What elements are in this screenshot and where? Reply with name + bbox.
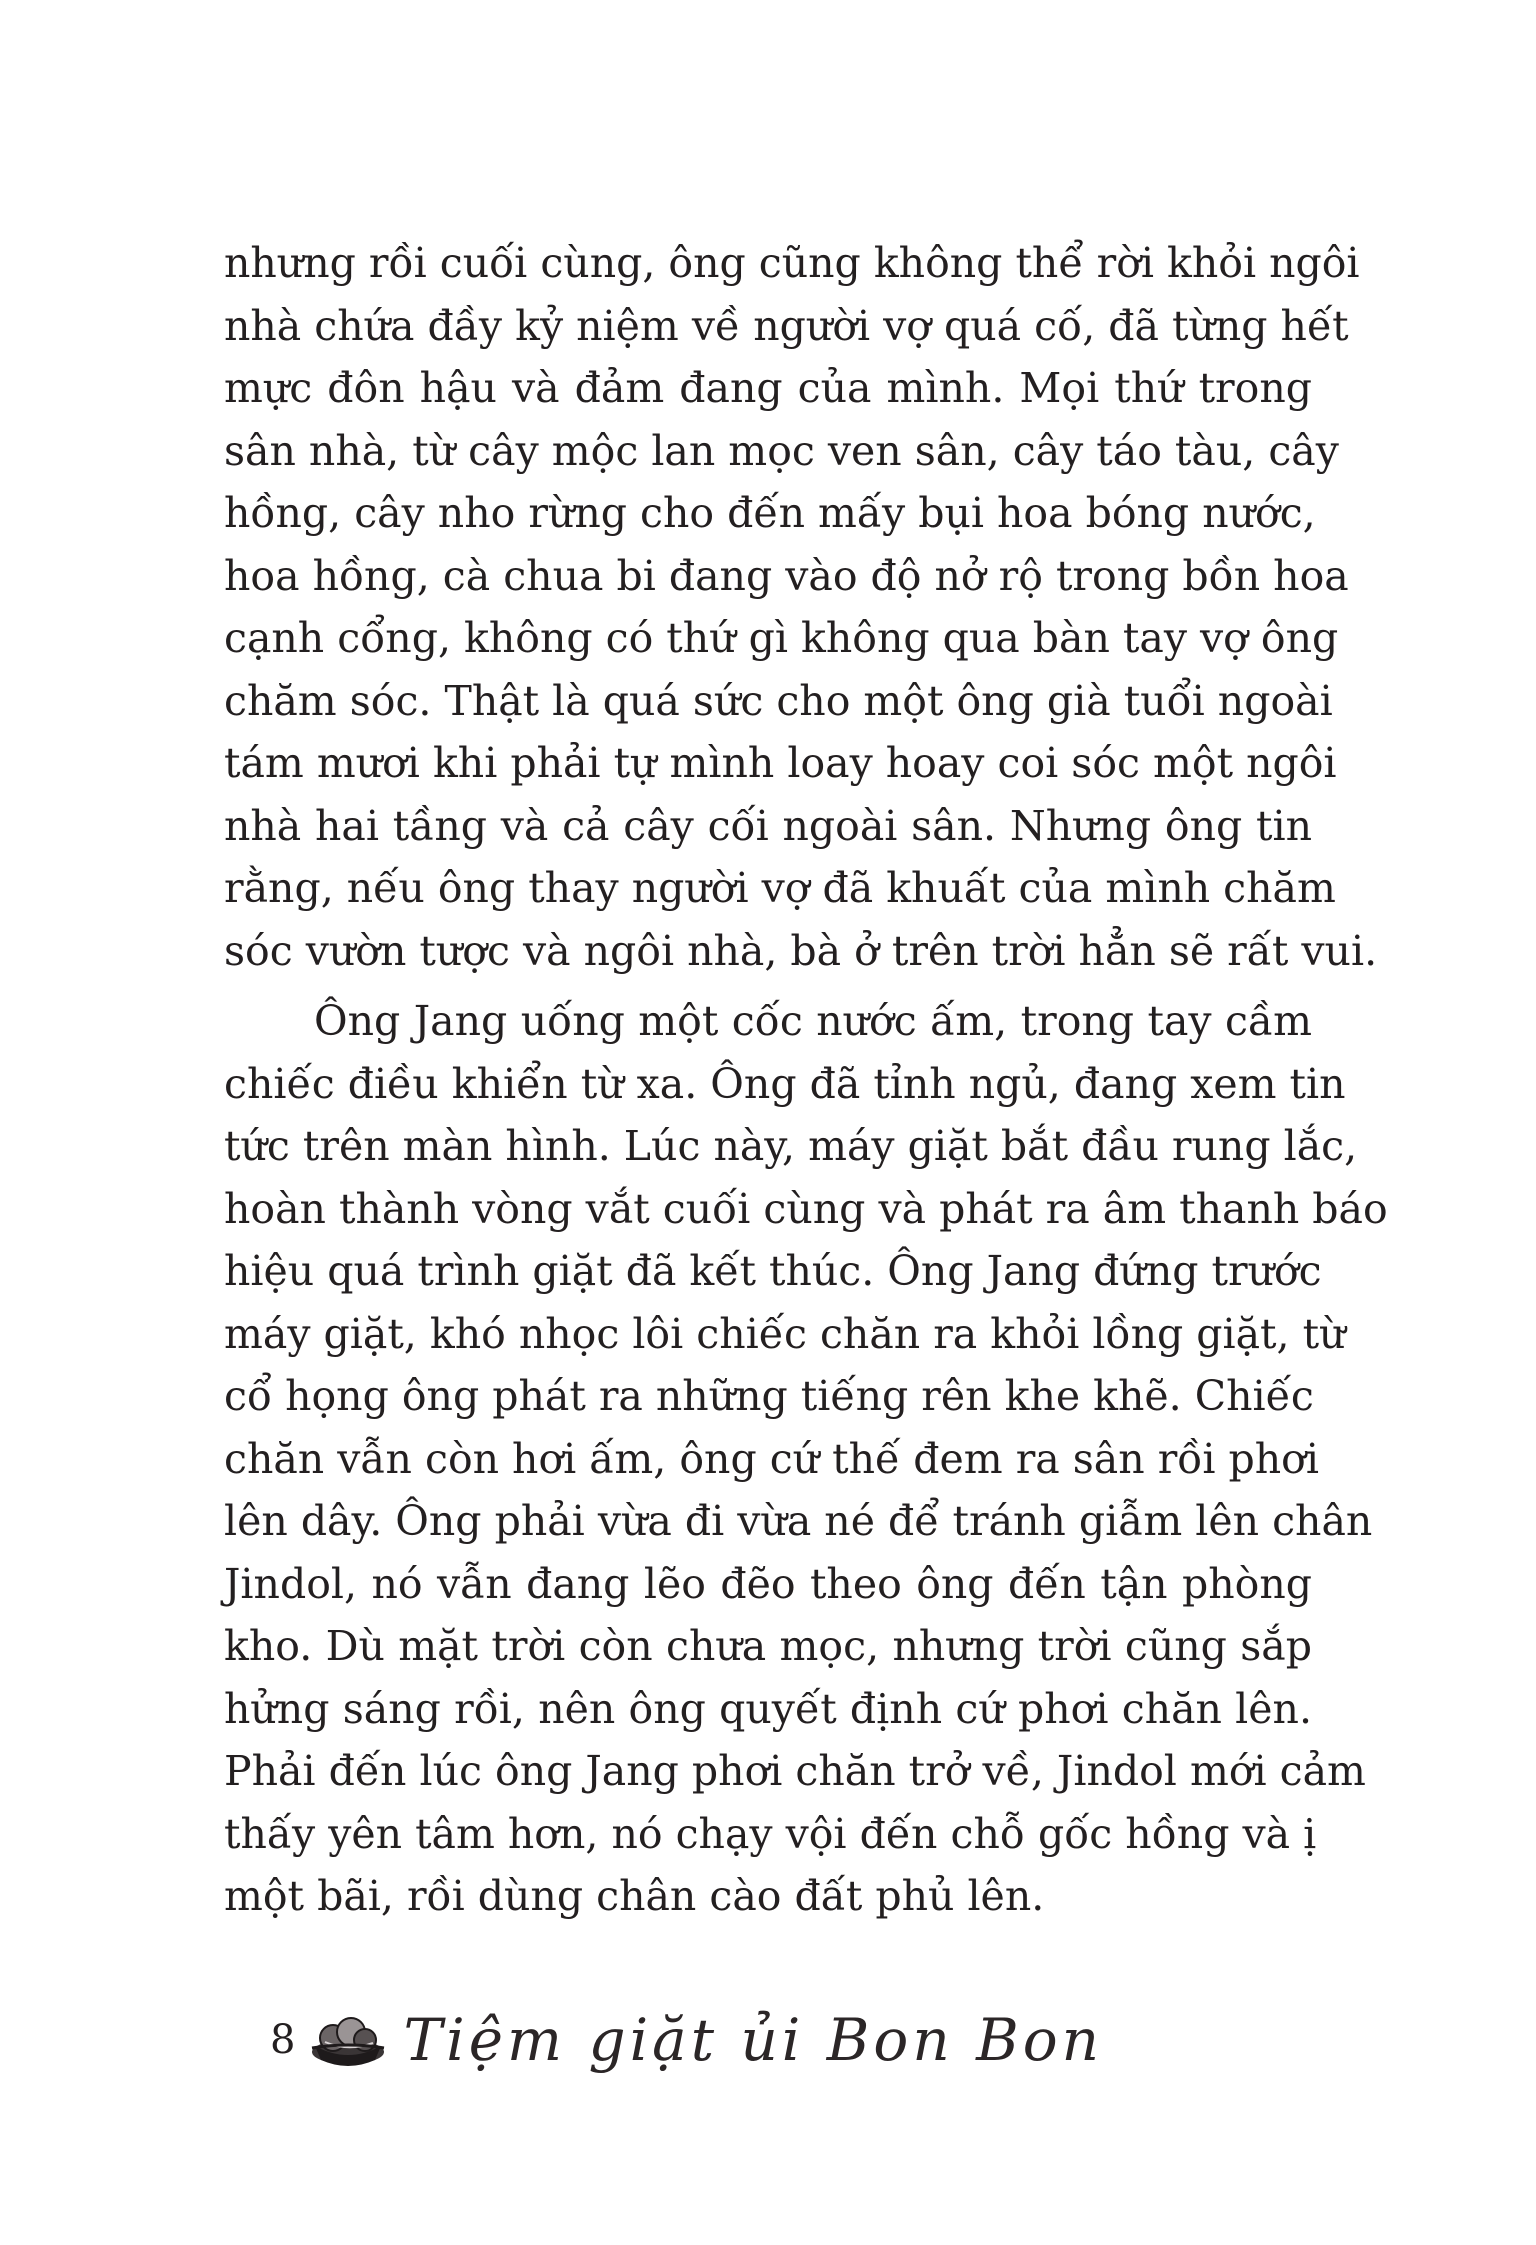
paragraph-1 (224, 232, 1378, 982)
text-line: cổ họng ông phát ra những tiếng rên khe khẽ. Chiếc (224, 1372, 1314, 1420)
text-line: hoàn thành vòng vắt cuối cùng và phát ra âm thanh báo (224, 1184, 1388, 1233)
page-number: 8 (270, 2017, 296, 2063)
laundry-basket-icon (309, 2012, 387, 2068)
text-line: Phải đến lúc ông Jang phơi chăn trở về, Jindol mới cảm (224, 1747, 1366, 1795)
text-line: chăn vẫn còn hơi ấm, ông cứ thế đem ra sân rồi phơi (224, 1434, 1319, 1483)
paragraph-2 (224, 990, 1388, 1928)
text-line: sóc vườn tược và ngôi nhà, bà ở trên trời hẳn sẽ rất vui. (224, 926, 1378, 975)
text-line: Ông Jang uống một cốc nước ấm, trong tay cầm (314, 997, 1312, 1045)
text-line: chăm sóc. Thật là quá sức cho một ông già tuổi ngoài (224, 676, 1333, 725)
paragraph-spacer (224, 982, 1312, 990)
text-line: tức trên màn hình. Lúc này, máy giặt bắt đầu rung lắc, (224, 1122, 1358, 1170)
text-line: cạnh cổng, không có thứ gì không qua bàn tay vợ ông (224, 614, 1339, 662)
text-line: hiệu quá trình giặt đã kết thúc. Ông Jang đứng trước (224, 1247, 1322, 1295)
page-footer (270, 1995, 1103, 2085)
text-line: sân nhà, từ cây mộc lan mọc ven sân, cây táo tàu, cây (224, 426, 1339, 475)
text-line: kho. Dù mặt trời còn chưa mọc, nhưng trời cũng sắp (224, 1622, 1312, 1670)
text-line: hửng sáng rồi, nên ông quyết định cứ phơi chăn lên. (224, 1684, 1312, 1733)
text-line: rằng, nếu ông thay người vợ đã khuất của mình chăm (224, 864, 1336, 912)
text-line: một bãi, rồi dùng chân cào đất phủ lên. (224, 1872, 1045, 1920)
text-line: nhưng rồi cuối cùng, ông cũng không thể rời khỏi ngôi (224, 239, 1360, 287)
text-line: nhà chứa đầy kỷ niệm về người vợ quá cố, đã từng hết (224, 301, 1349, 350)
text-line: lên dây. Ông phải vừa đi vừa né để tránh giẫm lên chân (224, 1497, 1373, 1545)
text-line: mực đôn hậu và đảm đang của mình. Mọi thứ trong (224, 364, 1312, 412)
text-line: hoa hồng, cà chua bi đang vào độ nở rộ trong bồn hoa (224, 551, 1349, 600)
text-line: Jindol, nó vẫn đang lẽo đẽo theo ông đến tận phòng (224, 1559, 1312, 1608)
text-line: chiếc điều khiển từ xa. Ông đã tỉnh ngủ, đang xem tin (224, 1059, 1346, 1108)
body-text (224, 232, 1388, 1928)
text-line: máy giặt, khó nhọc lôi chiếc chăn ra khỏi lồng giặt, từ (224, 1309, 1346, 1358)
book-title: Tiệm giặt ủi Bon Bon (403, 2006, 1104, 2074)
text-line: thấy yên tâm hơn, nó chạy vội đến chỗ gốc hồng và ị (224, 1809, 1317, 1858)
text-line: nhà hai tầng và cả cây cối ngoài sân. Nhưng ông tin (224, 801, 1312, 850)
text-line: tám mươi khi phải tự mình loay hoay coi sóc một ngôi (224, 739, 1337, 787)
text-line: hồng, cây nho rừng cho đến mấy bụi hoa bóng nước, (224, 489, 1316, 537)
